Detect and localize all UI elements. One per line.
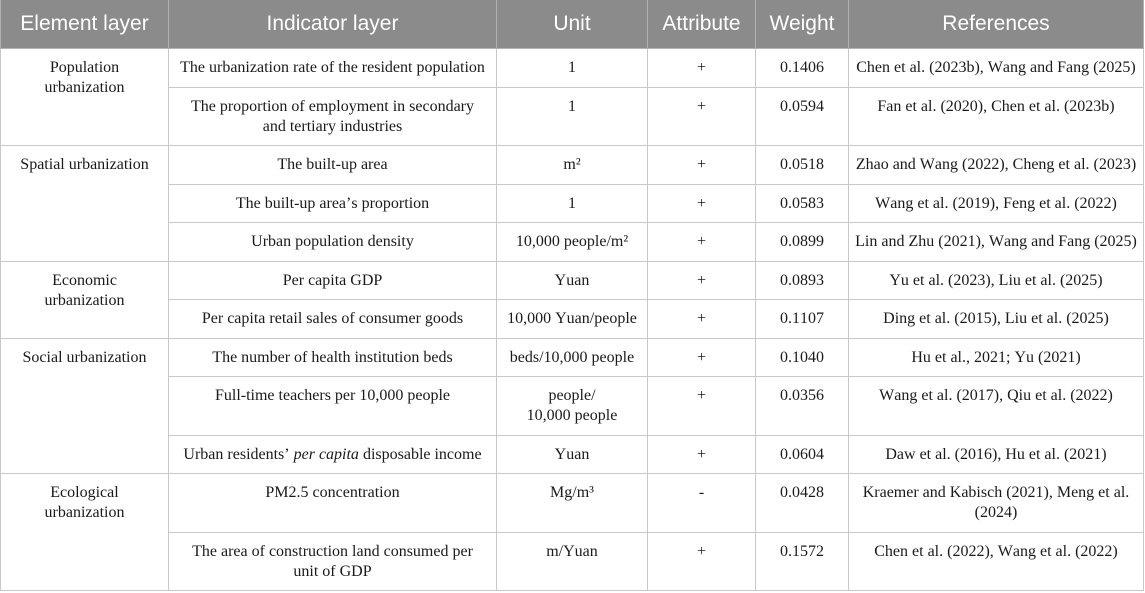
indicator-cell: Per capita GDP — [169, 261, 497, 300]
references-cell: Wang et al. (2019), Feng et al. (2022) — [849, 184, 1144, 223]
weight-cell: 0.1107 — [756, 300, 849, 339]
indicator-text-part: Urban residents’ — [183, 445, 294, 463]
unit-cell: 10,000 Yuan/people — [497, 300, 648, 339]
weight-cell: 0.0893 — [756, 261, 849, 300]
table-row — [1, 87, 1144, 146]
unit-cell: beds/10,000 people — [497, 338, 648, 377]
attribute-cell: + — [648, 261, 756, 300]
references-cell: Daw et al. (2016), Hu et al. (2021) — [849, 435, 1144, 474]
unit-cell: 1 — [497, 184, 648, 223]
indicator-cell: The proportion of employment in secondary and tertiary industries — [169, 87, 497, 146]
element-cell: Spatial urbanization — [1, 146, 169, 262]
references-cell: Zhao and Wang (2022), Cheng et al. (2023) — [849, 146, 1144, 185]
weight-cell: 0.0356 — [756, 377, 849, 436]
attribute-cell: + — [648, 223, 756, 262]
indicator-cell: Full-time teachers per 10,000 people — [169, 377, 497, 436]
table-row — [1, 49, 1144, 88]
weight-cell: 0.0428 — [756, 474, 849, 533]
unit-cell: m/Yuan — [497, 532, 648, 591]
header-references: References — [849, 0, 1144, 49]
attribute-cell: + — [648, 146, 756, 185]
weight-cell: 0.0899 — [756, 223, 849, 262]
weight-cell: 0.0518 — [756, 146, 849, 185]
references-cell: Chen et al. (2023b), Wang and Fang (2025) — [849, 49, 1144, 88]
weight-cell: 0.1572 — [756, 532, 849, 591]
table-row — [1, 223, 1144, 262]
table-row — [1, 300, 1144, 339]
indicator-cell: The area of construction land consumed per unit of GDP — [169, 532, 497, 591]
indicator-cell: The built-up area — [169, 146, 497, 185]
unit-cell: 1 — [497, 87, 648, 146]
unit-cell: Mg/m³ — [497, 474, 648, 533]
element-cell: Economic urbanization — [1, 261, 169, 338]
element-cell: Ecological urbanization — [1, 474, 169, 591]
table-row — [1, 338, 1144, 377]
weight-cell: 0.1406 — [756, 49, 849, 88]
table-row — [1, 532, 1144, 591]
indicator-text-italic: per capita — [293, 445, 359, 463]
attribute-cell: + — [648, 49, 756, 88]
unit-cell: Yuan — [497, 261, 648, 300]
attribute-cell: + — [648, 435, 756, 474]
indicator-cell: The urbanization rate of the resident population — [169, 49, 497, 88]
attribute-cell: + — [648, 300, 756, 339]
attribute-cell: + — [648, 338, 756, 377]
header-attribute: Attribute — [648, 0, 756, 49]
references-cell: Kraemer and Kabisch (2021), Meng et al. (2024) — [849, 474, 1144, 533]
table-row — [1, 435, 1144, 474]
indicator-cell: PM2.5 concentration — [169, 474, 497, 533]
weight-cell: 0.0604 — [756, 435, 849, 474]
attribute-cell: + — [648, 532, 756, 591]
references-cell: Ding et al. (2015), Liu et al. (2025) — [849, 300, 1144, 339]
table-row — [1, 261, 1144, 300]
table-row — [1, 377, 1144, 436]
references-cell: Hu et al., 2021; Yu (2021) — [849, 338, 1144, 377]
header-unit: Unit — [497, 0, 648, 49]
indicator-cell: Per capita retail sales of consumer goods — [169, 300, 497, 339]
header-row — [1, 0, 1144, 49]
unit-cell: m² — [497, 146, 648, 185]
header-weight: Weight — [756, 0, 849, 49]
table-row — [1, 474, 1144, 533]
table-row — [1, 146, 1144, 185]
unit-cell: 1 — [497, 49, 648, 88]
references-cell: Lin and Zhu (2021), Wang and Fang (2025) — [849, 223, 1144, 262]
weight-cell: 0.0583 — [756, 184, 849, 223]
element-cell: Social urbanization — [1, 338, 169, 474]
table-row — [1, 184, 1144, 223]
element-cell: Population urbanization — [1, 49, 169, 146]
indicator-cell: The built-up area’s proportion — [169, 184, 497, 223]
weight-cell: 0.1040 — [756, 338, 849, 377]
references-cell: Fan et al. (2020), Chen et al. (2023b) — [849, 87, 1144, 146]
attribute-cell: + — [648, 377, 756, 436]
weight-cell: 0.0594 — [756, 87, 849, 146]
header-element-layer: Element layer — [1, 0, 169, 49]
attribute-cell: - — [648, 474, 756, 533]
header-indicator-layer: Indicator layer — [169, 0, 497, 49]
indicator-text-part: disposable income — [358, 445, 482, 463]
references-cell: Chen et al. (2022), Wang et al. (2022) — [849, 532, 1144, 591]
references-cell: Wang et al. (2017), Qiu et al. (2022) — [849, 377, 1144, 436]
unit-cell: people/ 10,000 people — [497, 377, 648, 436]
unit-cell: Yuan — [497, 435, 648, 474]
unit-cell: 10,000 people/m² — [497, 223, 648, 262]
references-cell: Yu et al. (2023), Liu et al. (2025) — [849, 261, 1144, 300]
indicator-cell — [169, 435, 497, 474]
indicator-cell: Urban population density — [169, 223, 497, 262]
indicator-cell: The number of health institution beds — [169, 338, 497, 377]
attribute-cell: + — [648, 87, 756, 146]
attribute-cell: + — [648, 184, 756, 223]
